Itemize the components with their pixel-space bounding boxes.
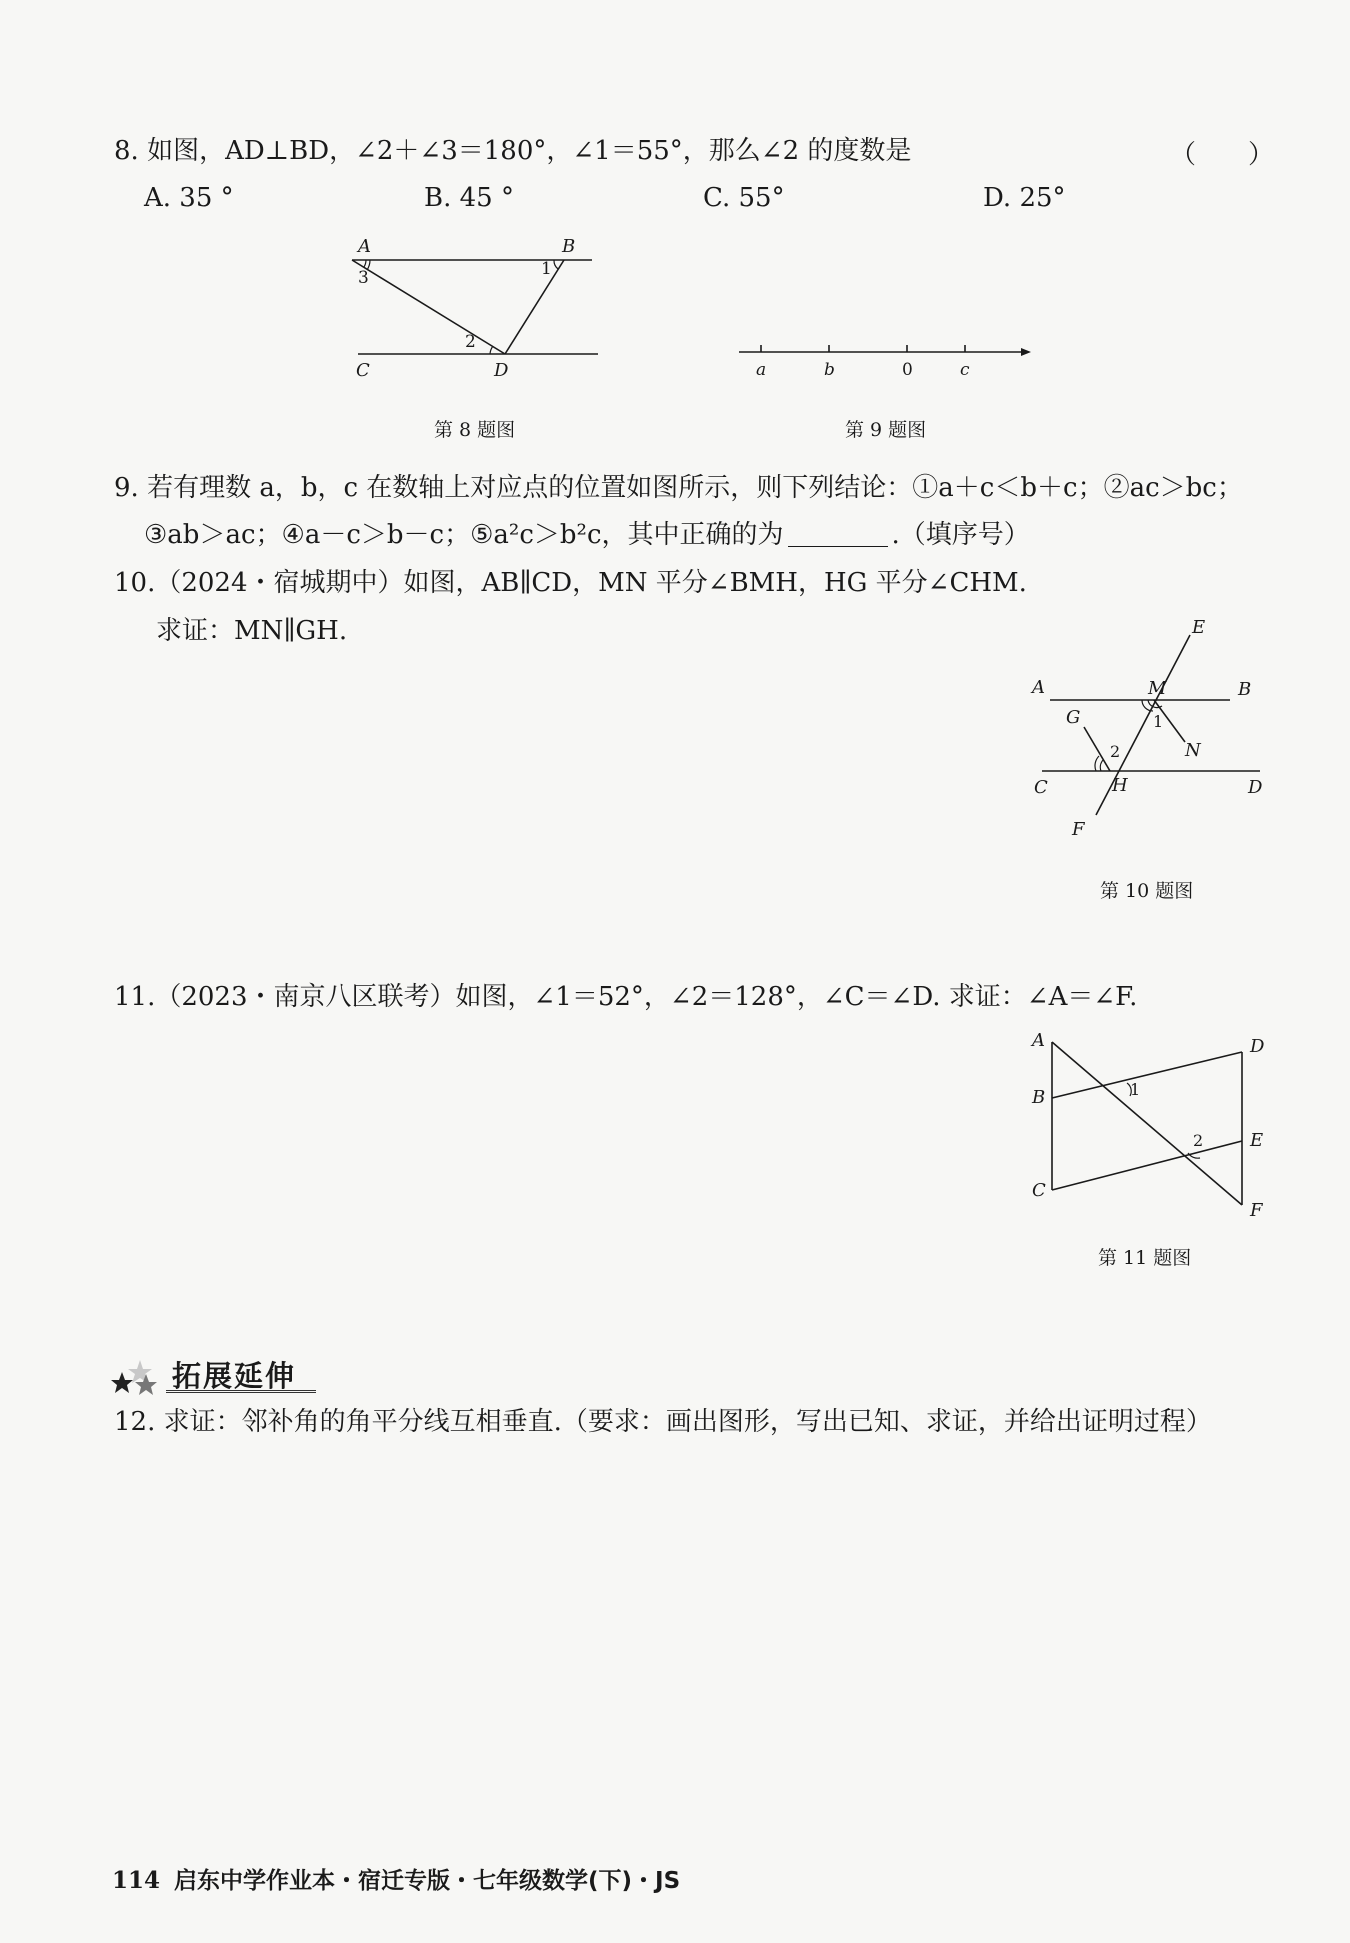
q8-caption: 第 8 题图 (434, 419, 516, 441)
q9-number-line (735, 340, 1035, 380)
q11-figure (1020, 1020, 1290, 1220)
q11-caption: 第 11 题图 (1098, 1247, 1192, 1269)
q9-stem-line2 (144, 518, 1030, 552)
q10-label-c: C (1034, 777, 1048, 798)
q8-option-a: A. 35 ° (144, 183, 234, 213)
q11-label-f: F (1250, 1200, 1263, 1221)
q8-label-d: D (494, 360, 509, 381)
q9-label-c: c (960, 360, 970, 380)
q8-option-d: D. 25° (983, 183, 1066, 213)
q10-stem: 10.（2024・宿城期中）如图，AB∥CD，MN 平分∠BMH，HG 平分∠CHM. (114, 568, 1027, 598)
q11-label-e: E (1250, 1130, 1264, 1151)
q10-angle-2: 2 (1110, 742, 1121, 761)
section-header (112, 1350, 322, 1398)
q10-label-a: A (1032, 677, 1045, 698)
q9-label-zero: 0 (902, 360, 913, 380)
q10-label-b: B (1238, 679, 1252, 700)
q10-prove: 求证：MN∥GH. (156, 616, 348, 646)
q8-angle-1: 1 (541, 259, 552, 279)
q8-label-b: B (562, 236, 576, 257)
q11-angle-2: 2 (1193, 1131, 1204, 1150)
q8-answer-paren: （ ） (1170, 140, 1275, 170)
q11-label-c: C (1032, 1180, 1046, 1201)
q10-label-d: D (1248, 777, 1263, 798)
q11-label-b: B (1032, 1087, 1046, 1108)
q10-label-h: H (1112, 775, 1128, 796)
section-underline (166, 1390, 316, 1393)
section-title: 拓展延伸 (172, 1359, 297, 1393)
q10-label-m: M (1148, 678, 1167, 699)
q11-angle-1: 1 (1130, 1080, 1141, 1099)
q10-figure (1030, 615, 1280, 845)
q10-label-f: F (1072, 819, 1085, 840)
q8-label-c: C (356, 360, 370, 381)
q11-label-a: A (1032, 1030, 1045, 1051)
q11-label-d: D (1250, 1036, 1265, 1057)
q9-answer-blank[interactable] (788, 520, 888, 547)
star-icon (112, 1358, 172, 1398)
q8-option-c: C. 55° (703, 183, 785, 213)
page-number: 114 (112, 1867, 161, 1894)
q9-caption: 第 9 题图 (845, 419, 927, 441)
q9-stem-line1: 9. 若有理数 a，b，c 在数轴上对应点的位置如图所示，则下列结论：①a＋c＜b＋c；②ac＞bc； (114, 473, 1243, 503)
q10-angle-1: 1 (1153, 712, 1164, 731)
page-footer (112, 1862, 680, 1895)
q8-option-b: B. 45 ° (424, 183, 514, 213)
q10-caption: 第 10 题图 (1100, 880, 1194, 902)
q9-stem-line2-post: .（填序号） (891, 520, 1030, 550)
q8-angle-3: 3 (358, 268, 369, 288)
q9-label-a: a (756, 360, 767, 380)
q10-label-e: E (1192, 617, 1206, 638)
q9-stem-line2-pre: ③ab＞ac；④a－c＞b－c；⑤a²c＞b²c，其中正确的为 (144, 520, 784, 550)
book-title: 启东中学作业本・宿迁专版・七年级数学(下)・JS (174, 1868, 681, 1894)
q8-figure (340, 230, 620, 390)
q8-angle-2: 2 (465, 332, 476, 352)
q12-stem: 12. 求证：邻补角的角平分线互相垂直.（要求：画出图形，写出已知、求证，并给出证明过程） (114, 1407, 1212, 1437)
q11-stem: 11.（2023・南京八区联考）如图，∠1＝52°，∠2＝128°，∠C＝∠D. 求证：∠A＝∠F. (114, 982, 1138, 1012)
q9-label-b: b (824, 360, 835, 380)
q10-label-n: N (1185, 740, 1201, 761)
q8-label-a: A (358, 236, 371, 257)
q8-stem: 8. 如图，AD⊥BD，∠2＋∠3＝180°，∠1＝55°，那么∠2 的度数是 (114, 136, 912, 166)
q10-label-g: G (1066, 707, 1081, 728)
